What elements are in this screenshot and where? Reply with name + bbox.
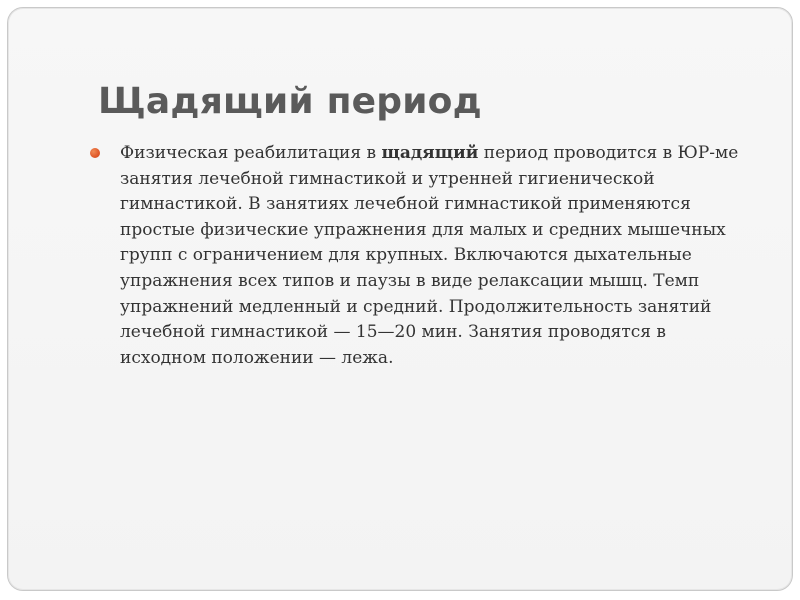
- slide-frame: [7, 7, 793, 591]
- bullet-dot-icon: [90, 148, 100, 158]
- bullet-text: [120, 141, 750, 371]
- bullet-text-start: Физическая реабилитация в: [120, 143, 382, 163]
- bullet-text-rest: период проводится в ЮР-ме занятия лечебной гимнастикой и утренней гигиенической гимнастикой. В занятиях лечебной гимнастикой применяются простые физические упражнения для малых и средних мышечных групп с ограничением для крупных. Включаются дыхательные упражнения всех типов и паузы в виде релаксации мышц. Темп упражнений медленный и средний. Продолжительность занятий лечебной гимнастикой — 15—20 мин. Занятия проводятся в исходном положении — лежа.: [120, 143, 739, 368]
- slide-title: Щадящий период: [98, 81, 482, 122]
- bullet-text-emphasis: щадящий: [381, 143, 479, 163]
